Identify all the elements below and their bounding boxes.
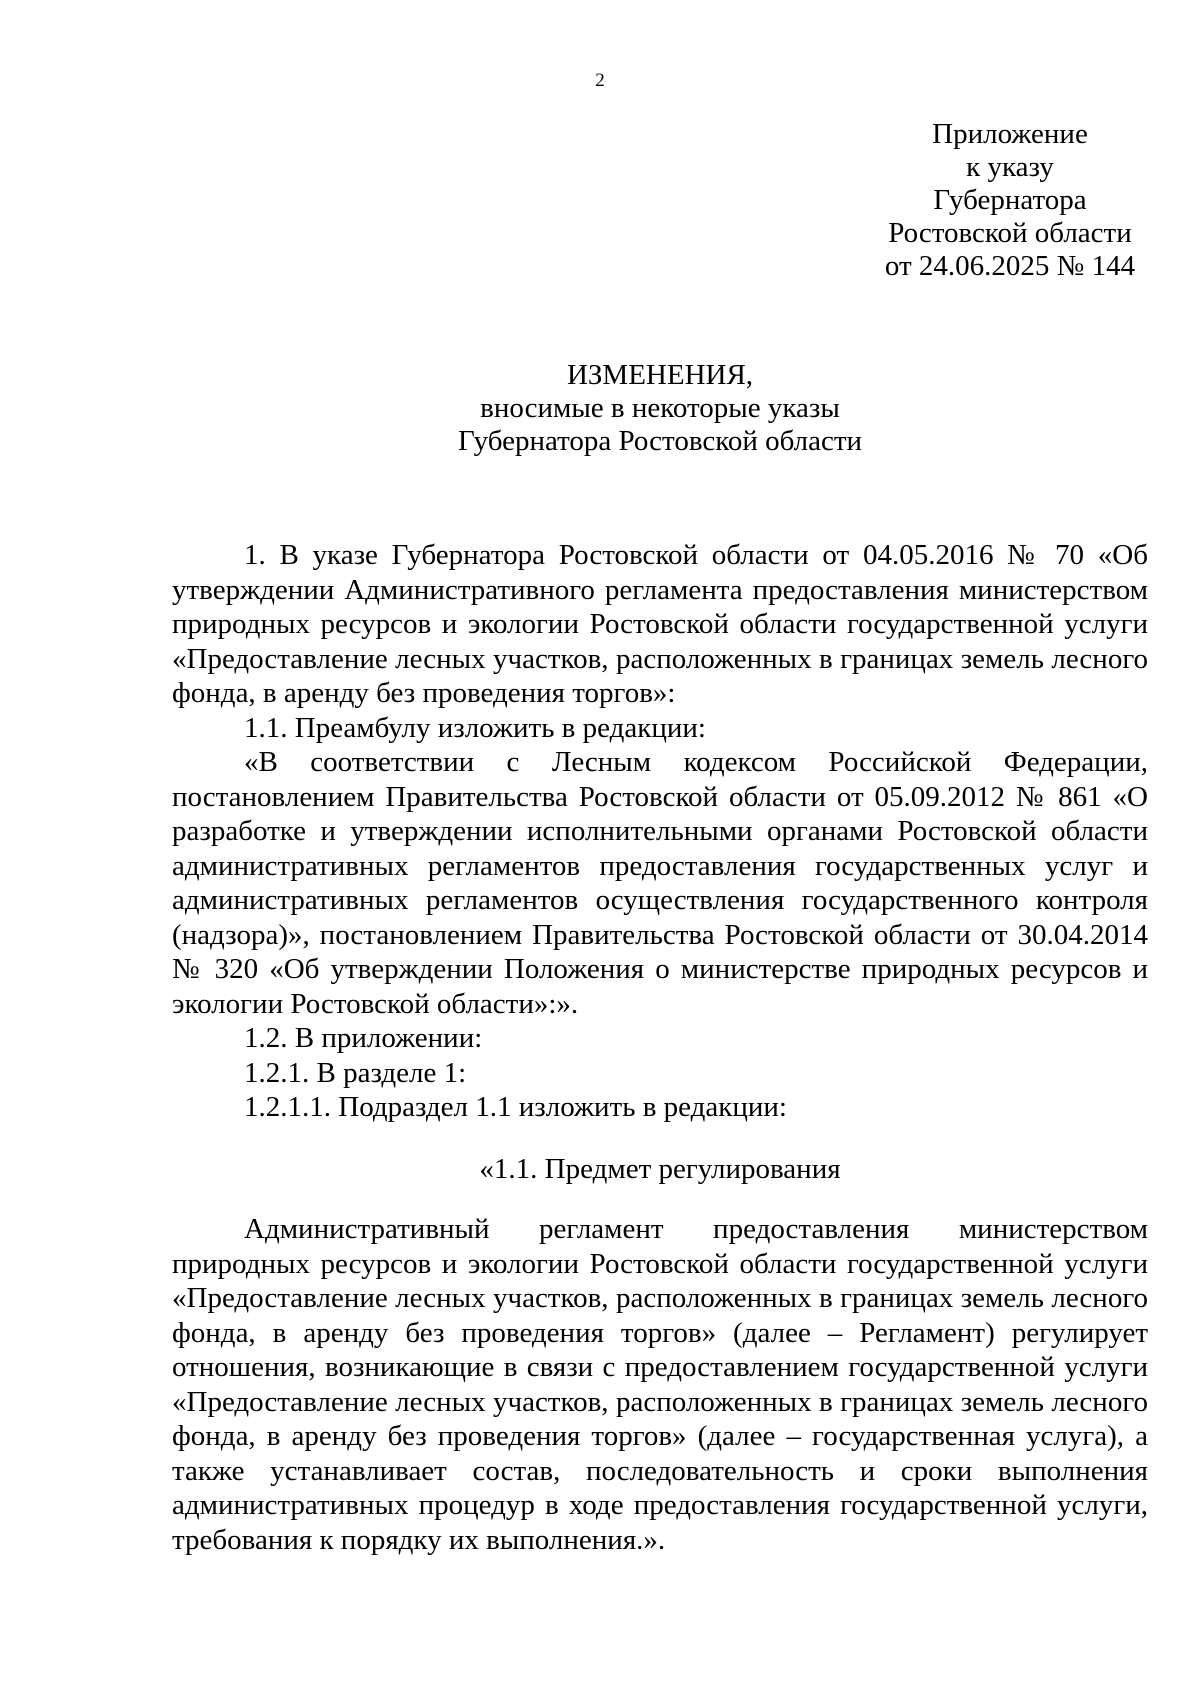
paragraph-item-1: 1. В указе Губернатора Ростовской области от 04.05.2016 № 70 «Об утверждении Административного регламента предоставления министерством природных ресурсов и экологии Ростовской области государственной услуги «Предоставление лесных участков, расположенных в границах земель лесного фонда, в аренду без проведения торгов»: — [172, 539, 1148, 709]
paragraph-item-1-1: 1.1. Преамбулу изложить в редакции: — [244, 711, 706, 744]
page-number: 2 — [595, 70, 605, 91]
document-title: ИЗМЕНЕНИЯ, — [566, 359, 754, 391]
appendix-block — [850, 118, 1170, 283]
appendix-date-number: от 24.06.2025 № 144 — [884, 250, 1136, 282]
appendix-line-4: Ростовской области — [888, 217, 1132, 249]
appendix-line-2: к указу — [966, 151, 1054, 183]
document-subtitle-line-2: Губернатора Ростовской области — [457, 425, 863, 457]
paragraph-item-1-2-1: 1.2.1. В разделе 1: — [244, 1056, 467, 1089]
document-body — [172, 538, 1148, 1557]
paragraph-subsection-text: Административный регламент предоставления министерством природных ресурсов и экологии Ростовской области государственной услуги «Предоставление лесных участков, расположенных в границах земель лесного фонда, в аренду без проведения торгов» (далее – Регламент) регулирует отношения, возникающие в связи с предоставлением государственной услуги «Предоставление лесных участков, расположенных в границах земель лесного фонда, в аренду без проведения торгов» (далее – государственная услуга), а также устанавливает состав, последовательность и сроки выполнения административных процедур в ходе предоставления государственной услуги, требования к порядку их выполнения.». — [172, 1213, 1148, 1556]
paragraph-preamble-text: «В соответствии с Лесным кодексом Российской Федерации, постановлением Правительства Ростовской области от 05.09.2012 № 861 «О разработке и утверждении исполнительными органами Ростовской области административных регламентов предоставления государственных услуг и административных регламентов осуществления государственного контроля (надзора)», постановлением Правительства Ростовской области от 30.04.2014 № 320 «Об утверждении Положения о министерстве природных ресурсов и экологии Ростовской области»:». — [172, 746, 1148, 1020]
subsection-heading: «1.1. Предмет регулирования — [479, 1152, 841, 1185]
paragraph-item-1-2: 1.2. В приложении: — [244, 1022, 483, 1054]
appendix-line-3: Губернатора — [933, 184, 1087, 216]
appendix-line-1: Приложение — [932, 118, 1088, 150]
document-subtitle-line-1: вносимые в некоторые указы — [480, 392, 840, 424]
document-title-block — [0, 359, 1200, 458]
paragraph-item-1-2-1-1: 1.2.1.1. Подраздел 1.1 изложить в редакции: — [244, 1091, 787, 1123]
